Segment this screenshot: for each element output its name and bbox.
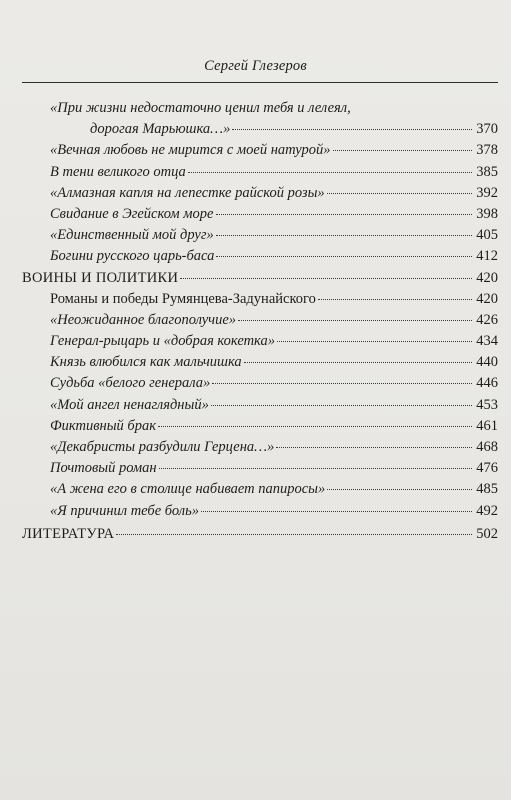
toc-entry (22, 140, 498, 161)
toc-page-number: 492 (476, 502, 498, 519)
toc-entry-title: Судьба «белого генерала» (50, 375, 211, 392)
toc-page-number: 434 (476, 333, 498, 350)
dot-leader (327, 489, 472, 490)
toc-entry (22, 501, 498, 522)
table-of-contents (22, 98, 498, 545)
toc-page-number: 398 (476, 205, 498, 222)
toc-entry (22, 458, 498, 479)
dot-leader (318, 299, 472, 300)
dot-leader (201, 511, 472, 512)
toc-entry-title: Фиктивный брак (50, 417, 156, 434)
toc-section-title: ВОИНЫ И ПОЛИТИКИ (22, 269, 179, 286)
dot-leader (212, 383, 472, 384)
toc-entry-title: Князь влюбился как мальчишка (50, 354, 242, 371)
toc-section-heading (22, 268, 498, 289)
dot-leader (327, 193, 472, 194)
toc-entry-title: «Вечная любовь не мирится с моей натурой» (50, 142, 331, 159)
dot-leader (216, 235, 472, 236)
toc-page-number: 461 (476, 417, 498, 434)
toc-page-number: 420 (476, 269, 498, 286)
toc-page-number: 412 (476, 248, 498, 265)
toc-page-number: 476 (476, 460, 498, 477)
toc-entry-title: «А жена его в столице набивает папиросы» (50, 481, 326, 498)
toc-entry-title: Почтовый роман (50, 460, 157, 477)
toc-page-number: 405 (476, 227, 498, 244)
toc-entry (22, 98, 498, 119)
toc-entry (22, 479, 498, 500)
toc-page-number: 485 (476, 481, 498, 498)
toc-page-number: 385 (476, 163, 498, 180)
running-header-author: Сергей Глезеров (204, 58, 307, 74)
dot-leader (180, 278, 472, 279)
toc-entry (22, 416, 498, 437)
toc-entry-title: Романы и победы Румянцева-Задунайского (50, 290, 316, 307)
toc-entry (22, 310, 498, 331)
toc-entry (22, 331, 498, 352)
dot-leader (333, 150, 472, 151)
toc-entry (22, 183, 498, 204)
toc-entry-title: «Я причинил тебе боль» (50, 502, 199, 519)
toc-page-number: 378 (476, 142, 498, 159)
toc-entry-title: В тени великого отца (50, 163, 186, 180)
toc-entry-continuation (22, 119, 498, 140)
toc-entry-title: «Алмазная капля на лепестке райской розы» (50, 184, 325, 201)
toc-entry (22, 246, 498, 267)
toc-entry (22, 162, 498, 183)
toc-page-number: 440 (476, 354, 498, 371)
toc-entry (22, 289, 498, 310)
toc-page-number: 426 (476, 311, 498, 328)
toc-page-number: 502 (476, 525, 498, 542)
toc-entry-title: дорогая Марьюшка…» (90, 121, 231, 138)
dot-leader (276, 447, 472, 448)
toc-entry (22, 373, 498, 394)
dot-leader (211, 405, 472, 406)
toc-page-number: 420 (476, 290, 498, 307)
toc-entry-title: Генерал-рыцарь и «добрая кокетка» (50, 333, 275, 350)
toc-entry-title: Свидание в Эгейском море (50, 205, 214, 222)
header-rule (22, 82, 498, 83)
dot-leader (216, 214, 473, 215)
toc-section-title: ЛИТЕРАТУРА (22, 525, 115, 542)
toc-entry-title: «При жизни недостаточно ценил тебя и лелеял, (50, 100, 351, 116)
toc-entry-title: Богини русского царь-баса (50, 248, 215, 265)
dot-leader (232, 129, 472, 130)
toc-entry-title: «Декабристы разбудили Герцена…» (50, 439, 275, 455)
dot-leader (216, 256, 472, 257)
toc-entry (22, 204, 498, 225)
dot-leader (238, 320, 472, 321)
dot-leader (188, 172, 472, 173)
toc-entry (22, 225, 498, 246)
toc-page-number: 370 (476, 121, 498, 138)
toc-entry (22, 395, 498, 416)
dot-leader (159, 468, 472, 469)
toc-section-heading (22, 524, 498, 545)
toc-entry-title: «Неожиданное благополучие» (50, 311, 237, 328)
toc-entry-title: «Единственный мой друг» (50, 227, 214, 244)
dot-leader (277, 341, 472, 342)
dot-leader (116, 534, 472, 535)
toc-page-number: 468 (476, 439, 498, 455)
toc-page-number: 446 (476, 375, 498, 392)
toc-page-number: 453 (476, 396, 498, 413)
toc-entry-title: «Мой ангел ненаглядный» (50, 396, 209, 413)
dot-leader (158, 426, 472, 427)
dot-leader (244, 362, 472, 363)
toc-entry (22, 352, 498, 373)
toc-page-number: 392 (476, 184, 498, 201)
toc-entry (22, 437, 498, 458)
